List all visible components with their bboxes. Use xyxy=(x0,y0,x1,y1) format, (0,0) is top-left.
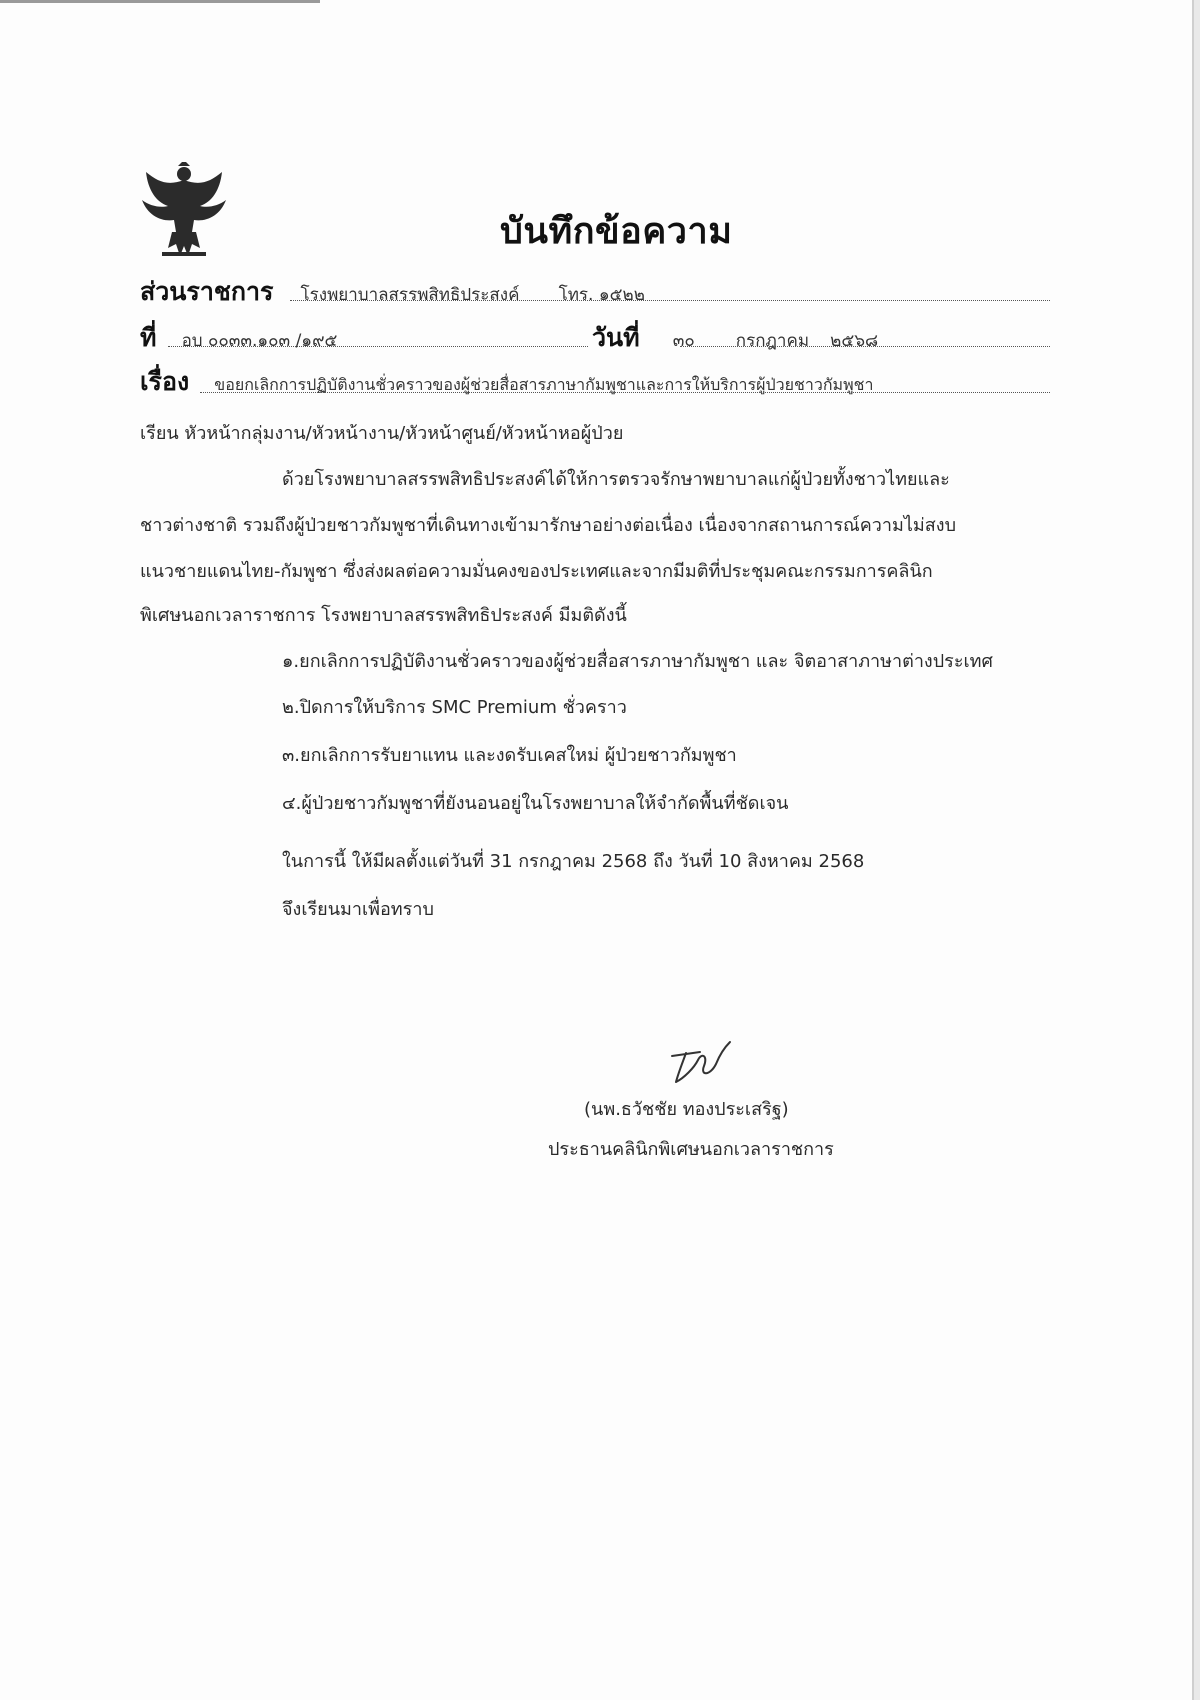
date-label: วันที่ xyxy=(592,323,640,352)
subject-row xyxy=(140,362,873,402)
ref-number: อบ ๐๐๓๓.๑๐๓ /๑๙๕ xyxy=(181,331,338,351)
memo-title: บันทึกข้อความ xyxy=(500,211,733,252)
subject-value: ขอยกเลิกการปฏิบัติงานชั่วคราวของผู้ช่วยสื่อสารภาษากัมพูชาและการให้บริการผู้ป่วยชาวกัมพูชา xyxy=(214,375,874,394)
item-1: ๑.ยกเลิกการปฏิบัติงานชั่วคราวของผู้ช่วยสื่อสารภาษากัมพูชา และ จิตอาสาภาษาต่างประเทศ xyxy=(282,651,993,672)
agency-dotline xyxy=(290,300,1050,301)
reference-row xyxy=(140,318,337,358)
agency-phone: โทร. ๑๕๒๒ xyxy=(558,285,645,305)
item-2: ๒.ปิดการให้บริการ SMC Premium ชั่วคราว xyxy=(282,697,627,718)
signer-name: (นพ.ธวัชชัย ทองประเสริฐ) xyxy=(584,1099,789,1120)
date-dotline xyxy=(680,346,1050,347)
scan-edge xyxy=(0,0,320,3)
signer-title: ประธานคลินิกพิเศษนอกเวลาราชการ xyxy=(548,1139,834,1160)
body-line-2: ชาวต่างชาติ รวมถึงผู้ป่วยชาวกัมพูชาที่เดินทางเข้ามารักษาอย่างต่อเนื่อง เนื่องจากสถานการณ์ความไม่สงบ xyxy=(140,515,956,536)
item-3: ๓.ยกเลิกการรับยาแทน และงดรับเคสใหม่ ผู้ป่วยชาวกัมพูชา xyxy=(282,745,737,766)
item-4: ๔.ผู้ป่วยชาวกัมพูชาที่ยังนอนอยู่ในโรงพยาบาลให้จำกัดพื้นที่ชัดเจน xyxy=(282,793,789,814)
body-line-1: ด้วยโรงพยาบาลสรรพสิทธิประสงค์ได้ให้การตรวจรักษาพยาบาลแก่ผู้ป่วยทั้งชาวไทยและ xyxy=(282,469,950,490)
date-month: กรกฎาคม xyxy=(735,331,810,351)
date-day: ๓๐ xyxy=(672,331,695,351)
garuda-emblem-icon xyxy=(138,162,230,260)
date-row xyxy=(592,318,878,358)
handwritten-signature xyxy=(664,1038,734,1088)
subject-label: เรื่อง xyxy=(140,367,190,396)
closing-line: จึงเรียนมาเพื่อทราบ xyxy=(282,899,434,920)
subject-dotline xyxy=(200,392,1050,393)
ref-label: ที่ xyxy=(140,323,157,352)
agency-value: โรงพยาบาลสรรพสิทธิประสงค์ xyxy=(300,285,520,305)
salutation: เรียน หัวหน้ากลุ่มงาน/หัวหน้างาน/หัวหน้าศูนย์/หัวหน้าหอผู้ป่วย xyxy=(140,423,624,444)
ref-dotline xyxy=(168,346,588,347)
effective-period: ในการนี้ ให้มีผลตั้งแต่วันที่ 31 กรกฎาคม 2568 ถึง วันที่ 10 สิงหาคม 2568 xyxy=(282,851,865,872)
body-line-3: แนวชายแดนไทย-กัมพูชา ซึ่งส่งผลต่อความมั่นคงของประเทศและจากมีมติที่ประชุมคณะกรรมการคลินิก xyxy=(140,561,933,582)
agency-row xyxy=(140,272,645,312)
date-year: ๒๕๖๘ xyxy=(830,331,879,351)
body-line-4: พิเศษนอกเวลาราชการ โรงพยาบาลสรรพสิทธิประสงค์ มีมติดังนี้ xyxy=(140,605,627,626)
agency-label: ส่วนราชการ xyxy=(140,277,274,306)
